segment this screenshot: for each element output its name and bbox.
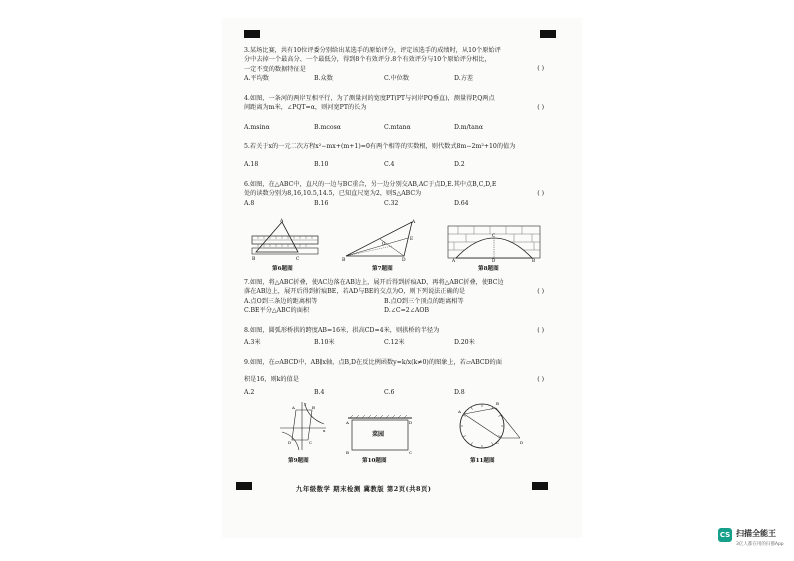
answer-bracket: ( ) [537,327,544,334]
option-c: C.6 [384,388,395,396]
camscanner-tagline: 3亿人都在用的扫描App [736,542,784,547]
svg-text:E: E [410,236,414,241]
svg-text:C: C [309,440,313,445]
question-line: 分中去掉一个最高分、一个最低分，得到8个有效评分.8个有效评分与10个原始评分相比， [244,56,491,64]
registration-mark-bottom-right [532,482,548,490]
options-row [244,199,544,208]
figure-6-caption: 第6题图 [272,266,293,272]
svg-text:C: C [409,450,413,454]
options-row [244,74,544,83]
question-6 [244,180,544,208]
option-b: B.mcosα [314,123,341,131]
question-line: 3.某场比赛，共有10位评委分别给出某选手的原始评分，评定该选手的成绩时，从10个原始评 [244,47,501,54]
question-line: 间距离为m米，∠PQT=α，则河宽PT的长为 [244,104,367,112]
svg-text:B: B [252,257,256,262]
question-line: 6.如图，在△ABC中，直尺的一边与BC重合，另一边分别交AB,AC于点D,E.其中点B,C,D,E [244,181,497,188]
svg-text:C: C [296,257,300,262]
option-b: B.4 [314,388,325,396]
option-c: C.4 [384,161,395,169]
option-d: D.64 [454,199,469,207]
question-7 [244,278,544,316]
svg-text:A: A [412,220,416,225]
option-d: D.2 [454,161,465,169]
options-row [244,297,544,306]
question-4 [244,94,544,132]
option-d: D.∠C=2∠AOB [384,307,430,315]
option-d: D.20米 [454,339,475,347]
figure-8-arch-bridge [446,222,542,262]
svg-text:C: C [496,440,500,445]
option-b: B.16 [314,199,329,207]
figure-8-caption: 第8题图 [478,266,499,272]
option-a: A.2 [244,388,255,396]
svg-text:B: B [346,450,349,454]
options-row [244,306,544,315]
question-line: 落在AB边上，展开后得到折痕BE，若AD与BE的交点为O，则下列说法正确的是 [244,288,466,296]
option-c: C.中位数 [384,75,410,83]
svg-text:B: B [496,401,499,406]
option-d: D.m/tanα [454,123,483,131]
svg-text:O: O [382,241,386,246]
option-a: A.8 [244,199,255,207]
svg-text:A: A [452,258,456,262]
question-line: 8.如图，圆弧形桥拱的跨度AB=16米，拱高CD=4米，则拱桥的半径为 [244,327,440,334]
svg-text:A: A [292,405,295,410]
option-b: B.10米 [314,339,335,347]
question-5 [244,142,544,170]
svg-text:C: C [492,233,496,238]
registration-mark-top-left [244,30,260,38]
svg-text:D: D [409,420,413,425]
camscanner-app-name: 扫描全能王 [736,529,776,538]
option-b: B.点O到三个顶点的距离相等 [384,297,464,305]
question-line: 7.如图，将△ABC折叠，使AC边落在AB边上，展开后得到折痕AD，再将△ABC折叠，使BC边 [244,279,504,286]
figure-11-caption: 第11题图 [470,458,495,464]
options-row [244,388,544,397]
question-line: 一定不变的数据特征是 [244,65,306,73]
registration-mark-bottom-left [236,482,252,490]
svg-text:D: D [492,258,496,262]
svg-text:A: A [346,420,349,425]
option-c: C.mtanα [384,123,411,131]
figure-7-triangle [342,218,418,262]
option-a: A.点O到三条边的距离相等 [244,297,318,305]
option-a: A.平均数 [244,75,269,83]
svg-text:y: y [304,401,307,406]
option-b: B.众数 [314,75,333,83]
options-row [244,338,544,347]
garden-label: 菜园 [372,431,385,438]
option-a: A.msinα [244,123,270,131]
option-c: C.32 [384,199,399,207]
question-3 [244,46,544,84]
option-d: D.8 [454,388,465,396]
figure-11-clock-circle [452,398,526,454]
question-line: 9.如图，在▱ABCD中，AB∥x轴，点B,D在反比例函数y=k/x(k≠0)的图象上，若▱ABCD的面 [244,359,502,366]
svg-text:B: B [312,405,315,410]
svg-text:A: A [458,409,461,414]
registration-mark-top-right [540,30,556,38]
option-a: A.3米 [244,339,261,347]
answer-bracket: ( ) [537,190,544,197]
answer-bracket: ( ) [537,104,544,111]
svg-text:B: B [342,258,346,262]
option-a: A.18 [244,161,259,169]
figure-6-ruler-triangle [250,218,320,262]
question-line: 5.若关于x的一元二次方程x²−mx+(m+1)=0有两个相等的实数根，则代数式8m−2m²+10的值为 [244,143,516,150]
figure-9-parallelogram-hyperbola [278,400,328,452]
svg-text:B: B [532,258,536,262]
question-line: 处的读数分别为8,16,10.5,14.5，已知直尺宽为2，则S△ABC为 [244,190,422,198]
options-row [244,123,544,132]
figure-10-caption: 第10题图 [362,458,387,464]
page-footer: 九年级数学 期末检测 冀教版 第2页(共8页) [296,485,432,493]
options-row [244,160,544,169]
option-c: C.BE平分△ABC的面积 [244,307,310,315]
question-9 [244,358,544,397]
figure-7-caption: 第7题图 [372,266,393,272]
option-b: B.10 [314,161,329,169]
answer-bracket: ( ) [537,376,544,383]
svg-text:x: x [323,428,326,433]
option-d: D.方差 [454,75,474,83]
figure-9-caption: 第9题图 [288,458,309,464]
answer-bracket: ( ) [537,65,544,72]
svg-text:D: D [520,440,524,445]
option-c: C.12米 [384,339,405,347]
question-line: 4.如图，一条河的两岸互相平行，为了测量河的宽度PT(PT与河岸PQ垂直)，测量得P,Q两点 [244,95,495,102]
question-8 [244,326,544,348]
question-line: 积是16，则k的值是 [244,376,299,384]
svg-text:D: D [402,258,406,262]
answer-bracket: ( ) [537,288,544,295]
svg-text:A: A [280,219,284,224]
camscanner-logo-icon: CS [718,528,732,542]
svg-text:D: D [288,440,292,445]
